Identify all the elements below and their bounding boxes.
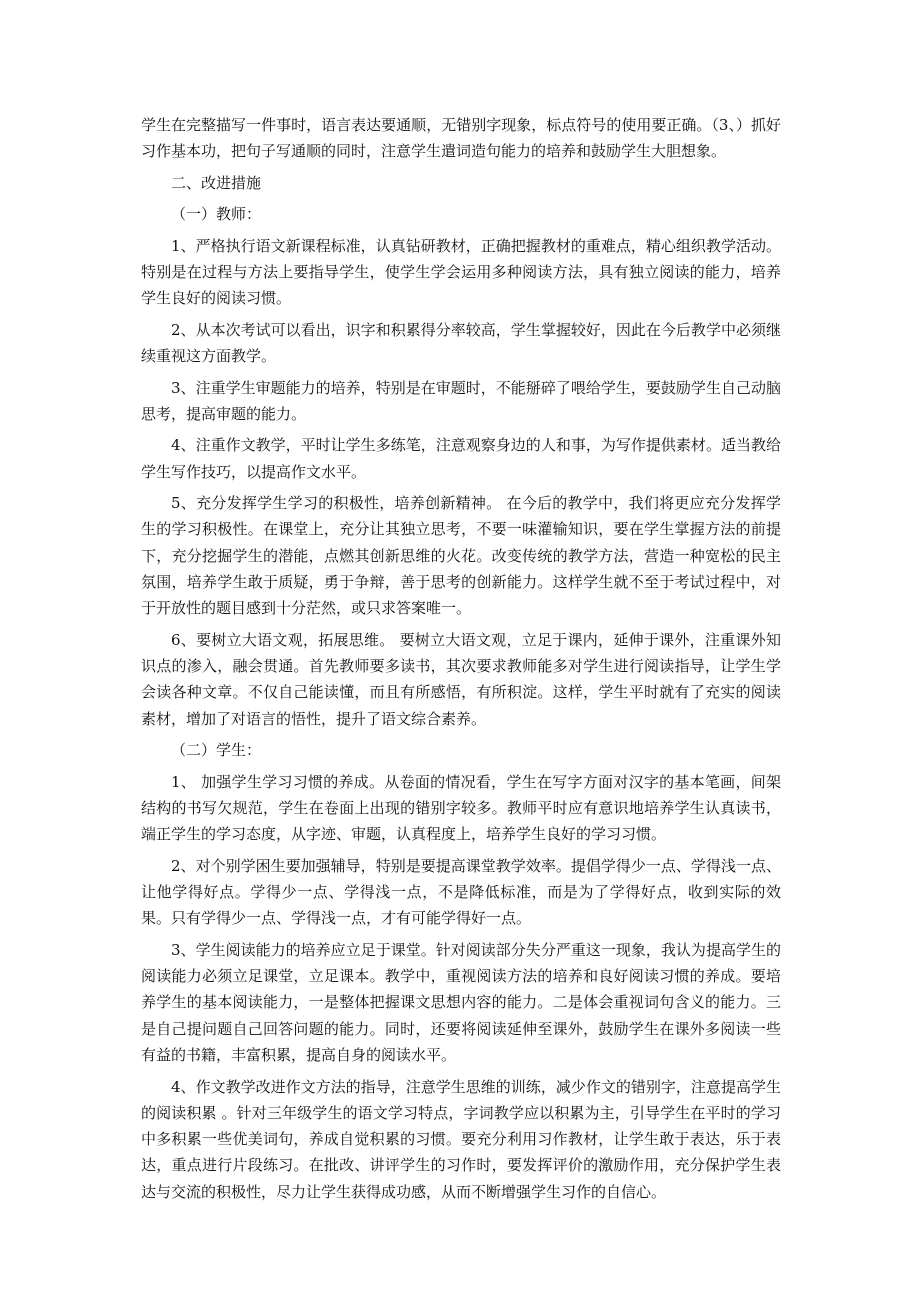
- teacher-item-5: 5、充分发挥学生学习的积极性，培养创新精神。 在今后的教学中，我们将更应充分发挥学生的学习积极性。在课堂上，充分让其独立思考，不要一味灌输知识，要在学生掌握方法的前提下，充分挖掘学生的潜能，点燃其创新思维的火花。改变传统的教学方法，营造一种宽松的民主氛围，培养学生敢于质疑，勇于争辩，善于思考的创新能力。这样学生就不至于考试过程中，对于开放性的题目感到十分茫然，或只求答案唯一。: [141, 494, 781, 618]
- teacher-item-4: 4、注重作文教学，平时让学生多练笔，注意观察身边的人和事，为写作提供素材。适当教给学生写作技巧，以提高作文水平。: [141, 436, 781, 481]
- teacher-item-1: 1、严格执行语文新课程标准，认真钻研教材，正确把握教材的重难点，精心组织教学活动。特别是在过程与方法上要指导学生，使学生学会运用多种阅读方法，具有独立阅读的能力，培养学生良好的阅读习惯。: [141, 236, 781, 308]
- continued-paragraph: 学生在完整描写一件事时，语言表达要通顺，无错别字现象，标点符号的使用要正确。（3、）抓好习作基本功，把句子写通顺的同时，注意学生遣词造句能力的培养和鼓励学生大胆想象。: [141, 116, 781, 161]
- teacher-item-3: 3、注重学生审题能力的培养，特别是在审题时，不能掰碎了喂给学生，要鼓励学生自己动脑思考，提高审题的能力。: [141, 378, 781, 423]
- teacher-item-6: 6、要树立大语文观，拓展思维。 要树立大语文观，立足于课内，延伸于课外，注重课外知识点的渗入，融会贯通。首先教师要多读书，其次要求教师能多对学生进行阅读指导，让学生学会读各种文章。不仅自己能读懂，而且有所感悟，有所积淀。这样，学生平时就有了充实的阅读素材，增加了对语言的悟性，提升了语文综合素养。: [141, 630, 781, 728]
- section-heading-improvement-measures: 二、改进措施: [171, 173, 262, 192]
- student-item-3: 3、学生阅读能力的培养应立足于课堂。针对阅读部分失分严重这一现象，我认为提高学生的阅读能力必须立足课堂，立足课本。教学中，重视阅读方法的培养和良好阅读习惯的养成。要培养学生的基本阅读能力，一是整体把握课文思想内容的能力。二是体会重视词句含义的能力。三是自己提问题自己回答问题的能力。同时，还要将阅读延伸至课外，鼓励学生在课外多阅读一些有益的书籍，丰富积累，提高自身的阅读水平。: [141, 940, 781, 1065]
- document-body: [141, 112, 781, 1210]
- subheading-teacher: （一）教师：: [171, 205, 262, 224]
- subheading-student: （二）学生：: [171, 741, 262, 760]
- student-item-1: 1、 加强学生学习习惯的养成。从卷面的情况看，学生在写字方面对汉字的基本笔画，间架结构的书写欠规范，学生在卷面上出现的错别字较多。教师平时应有意识地培养学生认真读书，端正学生的学习态度，从字迹、审题，认真程度上，培养学生良好的学习习惯。: [141, 772, 781, 844]
- student-item-2: 2、对个别学困生要加强辅导，特别是要提高课堂教学效率。提倡学得少一点、学得浅一点、让他学得好点。学得少一点、学得浅一点，不是降低标准，而是为了学得好点，收到实际的效果。只有学得少一点、学得浅一点，才有可能学得好一点。: [141, 856, 781, 928]
- teacher-item-2: 2、从本次考试可以看出，识字和积累得分率较高，学生掌握较好，因此在今后教学中必须继续重视这方面教学。: [141, 320, 781, 366]
- student-item-4: 4、作文教学改进作文方法的指导，注意学生思维的训练，减少作文的错别字，注意提高学生的阅读积累 。针对三年级学生的语文学习特点，字词教学应以积累为主，引导学生在平时的学习中多积累一些优美词句，养成自觉积累的习惯。要充分利用习作教材，让学生敢于表达，乐于表达，重点进行片段练习。在批改、讲评学生的习作时，要发挥评价的激励作用，充分保护学生表达与交流的积极性，尽力让学生获得成功感，从而不断增强学生习作的自信心。: [141, 1077, 781, 1201]
